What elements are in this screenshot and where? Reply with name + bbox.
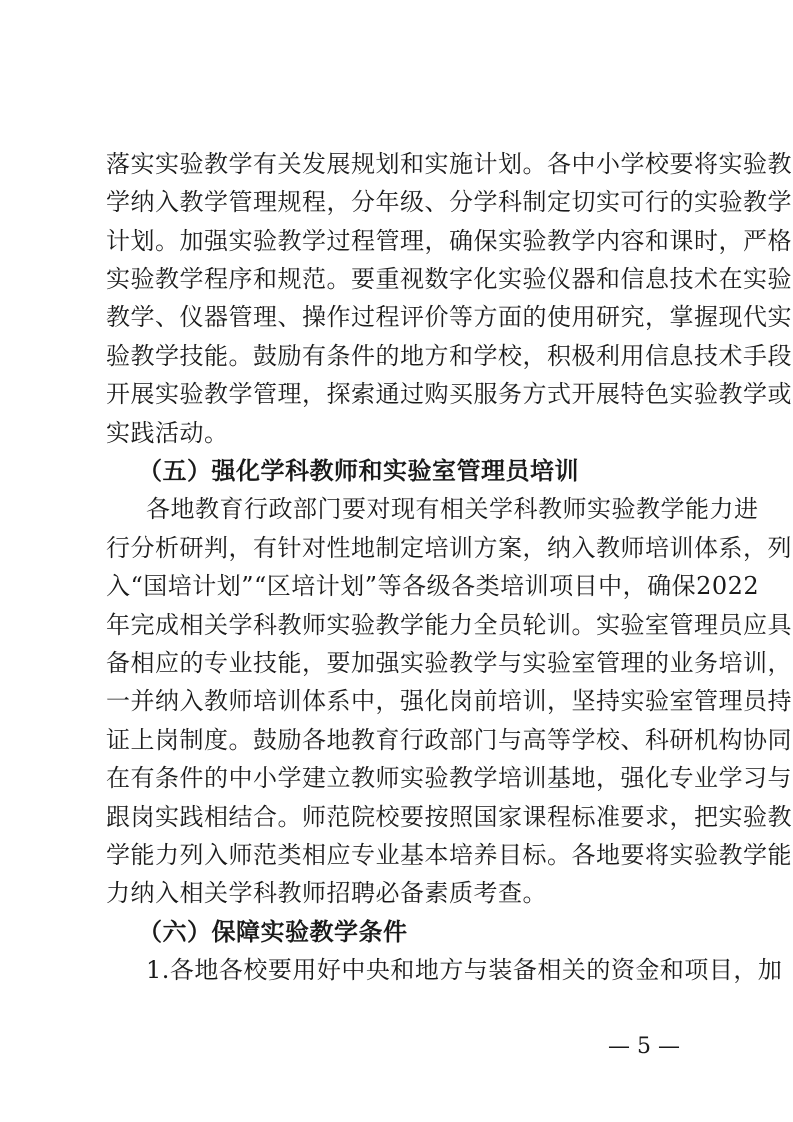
text-line: 验教学技能。鼓励有条件的地方和学校，积极利用信息技术手段 [106, 342, 792, 370]
section-heading-6: （六）保障实验教学条件 [138, 917, 408, 946]
page-number: — 5 — [608, 1034, 680, 1059]
text-line: 力纳入相关学科教师招聘必备素质考查。 [106, 879, 547, 907]
text-line: 实践活动。 [106, 419, 229, 447]
text-line: 入“国培计划”“区培计划”等各级各类培训项目中，确保2022 [106, 572, 760, 600]
text-line: 落实实验教学有关发展规划和实施计划。各中小学校要将实验教 [106, 150, 792, 178]
text-line: 学纳入教学管理规程，分年级、分学科制定切实可行的实验教学 [106, 188, 792, 216]
text-line: 跟岗实践相结合。师范院校要按照国家课程标准要求，把实验教 [106, 803, 792, 831]
text-line: 实验教学程序和规范。要重视数字化实验仪器和信息技术在实验 [106, 265, 792, 293]
text-line: 计划。加强实验教学过程管理，确保实验教学内容和课时，严格 [106, 227, 792, 255]
text-line: 学能力列入师范类相应专业基本培养目标。各地要将实验教学能 [106, 841, 792, 869]
text-line: 年完成相关学科教师实验教学能力全员轮训。实验室管理员应具 [106, 611, 792, 639]
text-line: 证上岗制度。鼓励各地教育行政部门与高等学校、科研机构协同 [106, 726, 792, 754]
section-heading-5: （五）强化学科教师和实验室管理员培训 [138, 456, 579, 485]
text-line: 行分析研判，有针对性地制定培训方案，纳入教师培训体系，列 [106, 534, 792, 562]
text-line: 备相应的专业技能，要加强实验教学与实验室管理的业务培训， [106, 649, 792, 677]
text-line: 开展实验教学管理，探索通过购买服务方式开展特色实验教学或 [106, 380, 792, 408]
paragraph-first-line: 各地教育行政部门要对现有相关学科教师实验教学能力进 [146, 495, 759, 523]
text-line: 教学、仪器管理、操作过程评价等方面的使用研究，掌握现代实 [106, 303, 792, 331]
text-line: 一并纳入教师培训体系中，强化岗前培训，坚持实验室管理员持 [106, 687, 792, 715]
paragraph-first-line: 1.各地各校要用好中央和地方与装备相关的资金和项目，加 [146, 956, 783, 984]
text-line: 在有条件的中小学建立教师实验教学培训基地，强化专业学习与 [106, 764, 792, 792]
